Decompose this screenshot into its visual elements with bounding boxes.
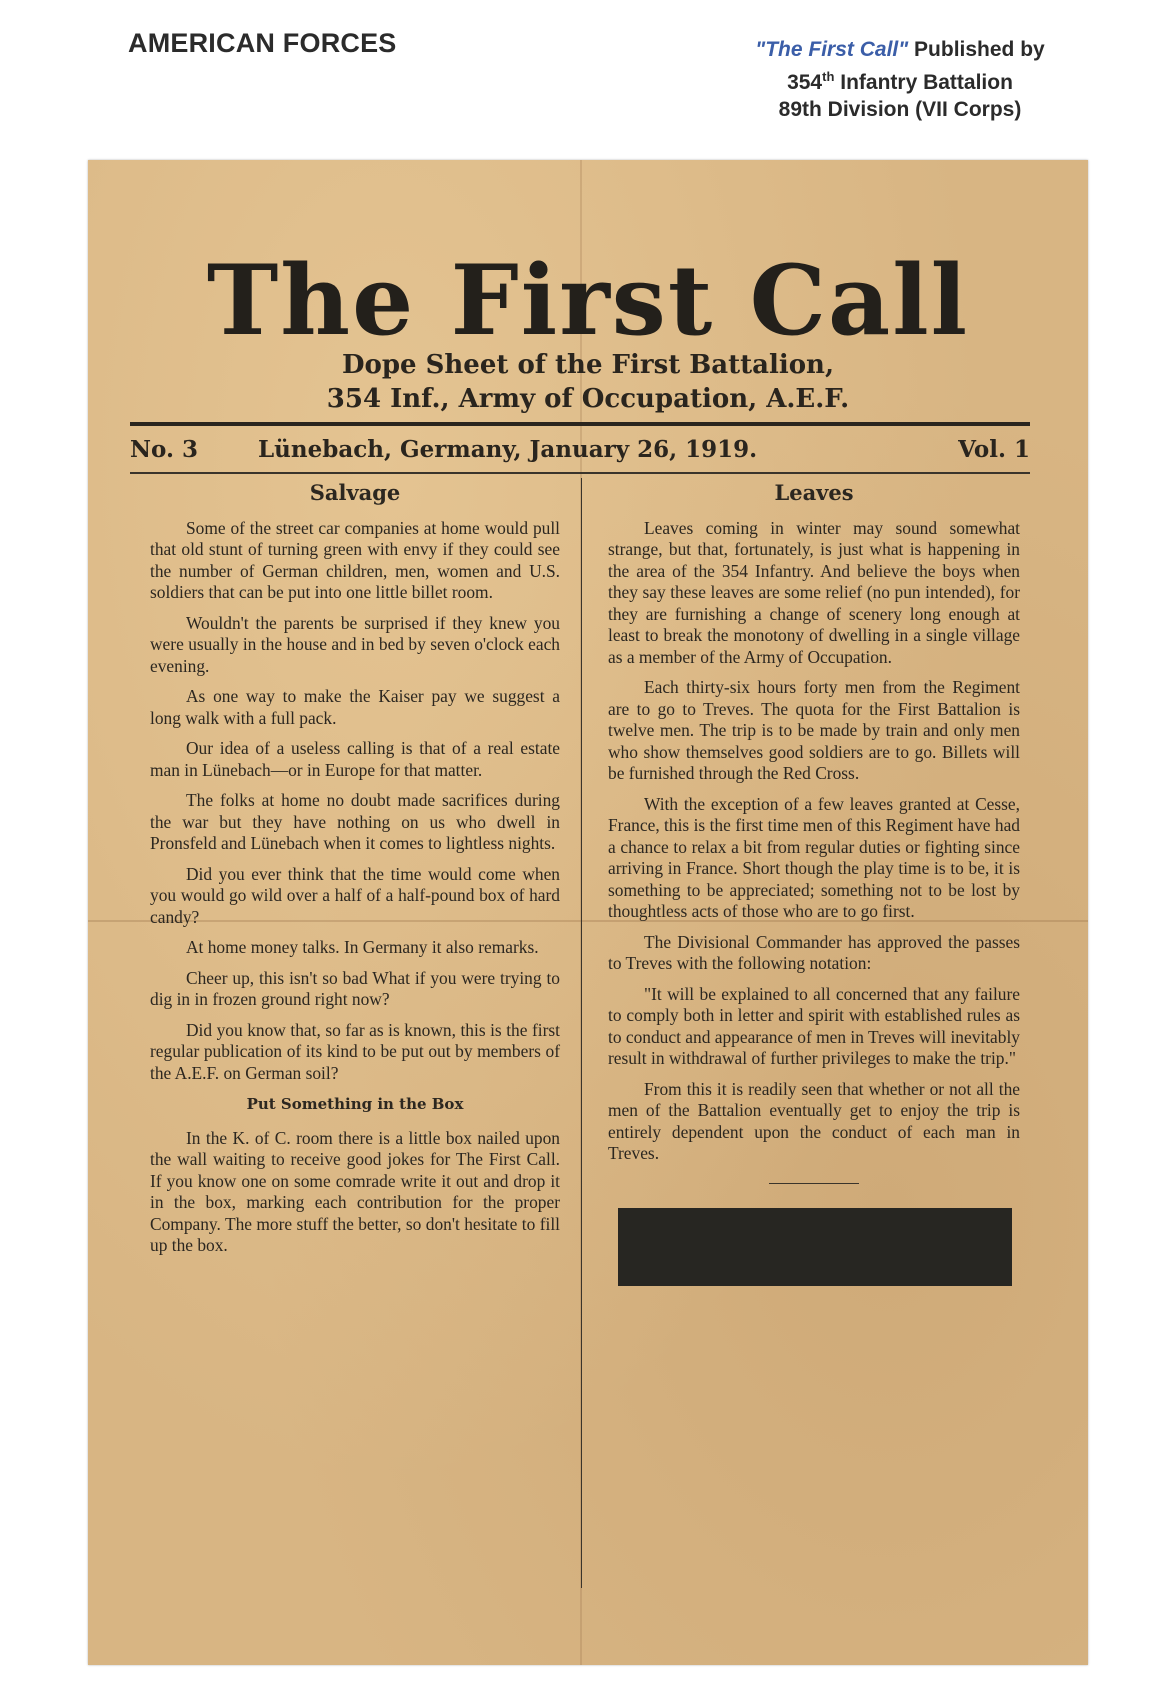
salvage-heading: Salvage <box>309 480 401 505</box>
salvage-paragraph: Wouldn't the parents be surprised if they knew you were usually in the house and in bed by seven o'clock each evening. <box>150 612 560 676</box>
caption-published-by: Published by <box>908 38 1045 61</box>
issue-dateline: Lünebach, Germany, January 26, 1919. <box>258 436 758 463</box>
leaves-heading: Leaves <box>774 480 854 505</box>
caption-unit-number: 354 <box>787 71 823 94</box>
salvage-paragraph: Cheer up, this isn't so bad What if you were trying to dig in in frozen ground right now? <box>150 967 560 1009</box>
salvage-paragraph: Some of the street car companies at home would pull that old stunt of turning green with envy if they could see the number of German children, men, women and U.S. soldiers that can be put into one little billet room. <box>150 517 560 602</box>
leaves-paragraph: From this it is readily seen that whether or not all the men of the Battalion eventually get to enjoy the trip is entirely dependent upon the conduct of each man in Treves. <box>608 1078 1020 1163</box>
dateline-rule <box>130 472 1030 474</box>
caption-ordinal-suffix: th <box>822 69 835 84</box>
caption-line-1 <box>700 36 1100 63</box>
caption-unit-name: Infantry Battalion <box>834 71 1013 94</box>
left-column <box>150 482 560 1266</box>
subtitle-line-2: 354 Inf., Army of Occupation, A.E.F. <box>326 384 850 414</box>
salvage-paragraph: The folks at home no doubt made sacrifices during the war but they have nothing on us who dwell in Pronsfeld and Lünebach when it comes to lightless nights. <box>150 790 560 853</box>
subtitle-line-1: Dope Sheet of the First Battalion, <box>341 350 835 380</box>
column-divider <box>581 478 582 1588</box>
leaves-paragraph: "It will be explained to all concerned that any failure to comply both in letter and spirit with established rules as to conduct and appearance of men in Treves will inevitably result in withdrawal of further privileges to make the trip." <box>608 983 1020 1068</box>
leaves-paragraph: With the exception of a few leaves granted at Cesse, France, this is the first time men of this Regiment have had a chance to relax a bit from regular duties or fighting since arriving in France. Short though the play time is to be, it is something to be appreciated; something not to be lost by thoughtless acts of those who are to go first. <box>608 793 1020 921</box>
caption-line-2 <box>700 63 1100 96</box>
box-paragraph: In the K. of C. room there is a little box nailed upon the wall waiting to receive good jokes for The First Call. If you know one on some comrade write it out and drop it in the box, marking each contribution for the proper Company. The more stuff the better, so don't hesitate to fill up the box. <box>150 1127 560 1255</box>
leaves-paragraph: The Divisional Commander has approved the passes to Treves with the following notation: <box>608 931 1020 973</box>
masthead-rule <box>130 422 1030 426</box>
redacted-block <box>618 1208 1012 1286</box>
album-caption <box>700 36 1100 123</box>
end-of-article-rule <box>769 1183 859 1184</box>
newspaper-subtitle <box>88 348 1088 416</box>
box-subheading: Put Something in the Box <box>246 1095 464 1113</box>
leaves-paragraph: Leaves coming in winter may sound somewhat strange, but that, fortunately, is just what is happening in the area of the 354 Infantry. And believe the boys when they say these leaves are some relief (no pun intended), for they are furnishing a change of scenery long enough at least to break the monotony of dwelling in a single village as a member of the Army of Occupation. <box>608 517 1020 667</box>
leaves-paragraph: Each thirty-six hours forty men from the Regiment are to go to Treves. The quota for the First Battalion is twelve men. The trip is to be made by train and only men who show themselves good soldiers are to go. Billets will be furnished through the Red Cross. <box>608 677 1020 783</box>
caption-publication-name: "The First Call" <box>755 38 909 61</box>
dateline-bar <box>130 436 1030 470</box>
salvage-paragraph: At home money talks. In Germany it also remarks. <box>186 937 539 957</box>
album-page-title: AMERICAN FORCES <box>128 28 397 58</box>
salvage-paragraph: Our idea of a useless calling is that of a real estate man in Lünebach—or in Europe for that matter. <box>150 738 560 780</box>
caption-line-3: 89th Division (VII Corps) <box>778 98 1022 121</box>
newspaper-masthead: The First Call <box>206 244 970 357</box>
salvage-paragraph: Did you know that, so far as is known, this is the first regular publication of its kind to be put out by members of the A.E.F. on German soil? <box>150 1019 560 1083</box>
issue-volume: Vol. 1 <box>958 436 1030 463</box>
salvage-paragraph: Did you ever think that the time would come when you would go wild over a half of a half-pound box of hard candy? <box>150 863 560 927</box>
salvage-paragraph: As one way to make the Kaiser pay we suggest a long walk with a full pack. <box>150 686 560 728</box>
right-column <box>608 482 1020 1286</box>
newspaper-sheet <box>88 160 1088 1665</box>
issue-number: No. 3 <box>130 436 198 463</box>
